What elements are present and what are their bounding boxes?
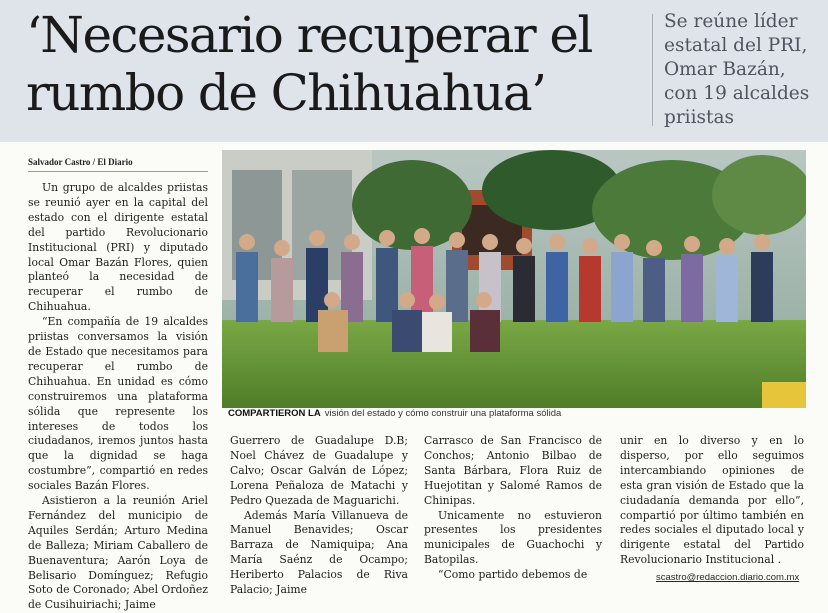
- caption-text: visión del estado y cómo construir una plataforma sólida: [324, 408, 562, 419]
- paragraph: Carrasco de San Francisco de Conchos; Antonio Bilbao de Santa Bárbara, Flora Ruiz de Huejotitan y Salomé Ramos de Chinipas.: [424, 434, 602, 507]
- paragraph: Además María Villanueva de Manuel Benavides; Oscar Barraza de Namiquipa; Ana María Saénz de Ocampo; Heriberto Palacios de Riva Palacio; Jaime: [230, 508, 408, 597]
- paragraph: “Como partido debemos de: [438, 568, 588, 582]
- column-1: [28, 181, 208, 613]
- author-email[interactable]: scastro@redaccion.diario.com.mx: [656, 572, 800, 583]
- column-3: [424, 434, 602, 583]
- paragraph: Unicamente no estuvieron presentes los presidentes municipales de Guachochi y Batopilas.: [424, 508, 602, 567]
- column-4: [620, 434, 804, 568]
- paragraph: Guerrero de Guadalupe D.B; Noel Chávez de Guadalupe y Calvo; Oscar Galván de López; Lorena Peñaloza de Matachi y Pedro Quezada de Maguarichi.: [230, 434, 408, 507]
- paragraph: unir en lo diverso y en lo disperso, por ello seguimos intercambiando opiniones de esta gran visión de Estado que la ciudadanía demanda por ello”, compartió por último también en redes sociales el diputado local y dirigente estatal del Partido Revolucionario Institucional .: [620, 434, 804, 567]
- paragraph: Un grupo de alcaldes priistas se reunió ayer en la capital del estado con el dirigente estatal del partido Revolucionario Institucional (PRI) y diputado local Omar Bazán Flores, quien planteó la necesidad de recuperar el rumbo de Chihuahua.: [28, 181, 208, 314]
- photo-caption: [228, 408, 798, 419]
- group-photo: [222, 150, 806, 408]
- caption-lead: COMPARTIERON LA: [228, 408, 321, 419]
- paragraph: Asistieron a la reunión Ariel Fernández del municipio de Aquiles Serdán; Arturo Medina de Balleza; Miriam Caballero de Buenaventura; Aarón Loya de Belisario Domínguez; Refugio Soto de Coronado; Abel Ordoñez de Cusihuiriachi; Jaime: [28, 494, 208, 612]
- paragraph: “En compañía de 19 alcaldes priistas conversamos la visión de Estado que necesitamos para recuperar el rumbo de Chihuahua. En unidad es cómo construiremos una plataforma sólida que represente los intereses de todos los ciudadanos, iremos juntos hasta que la dignidad se haga costumbre”, compartió en redes sociales Bazán Flores.: [28, 315, 208, 493]
- headline-divider: [652, 14, 653, 126]
- byline: Salvador Castro / El Diario: [28, 157, 133, 167]
- headline: ‘Necesario recuperar el rumbo de Chihuahua’: [26, 6, 592, 122]
- column-2: [230, 434, 408, 598]
- byline-rule: [28, 171, 208, 172]
- subhead: Se reúne líder estatal del PRI, Omar Bazán, con 19 alcaldes priistas: [664, 11, 810, 128]
- group-photo-illustration: [222, 150, 806, 408]
